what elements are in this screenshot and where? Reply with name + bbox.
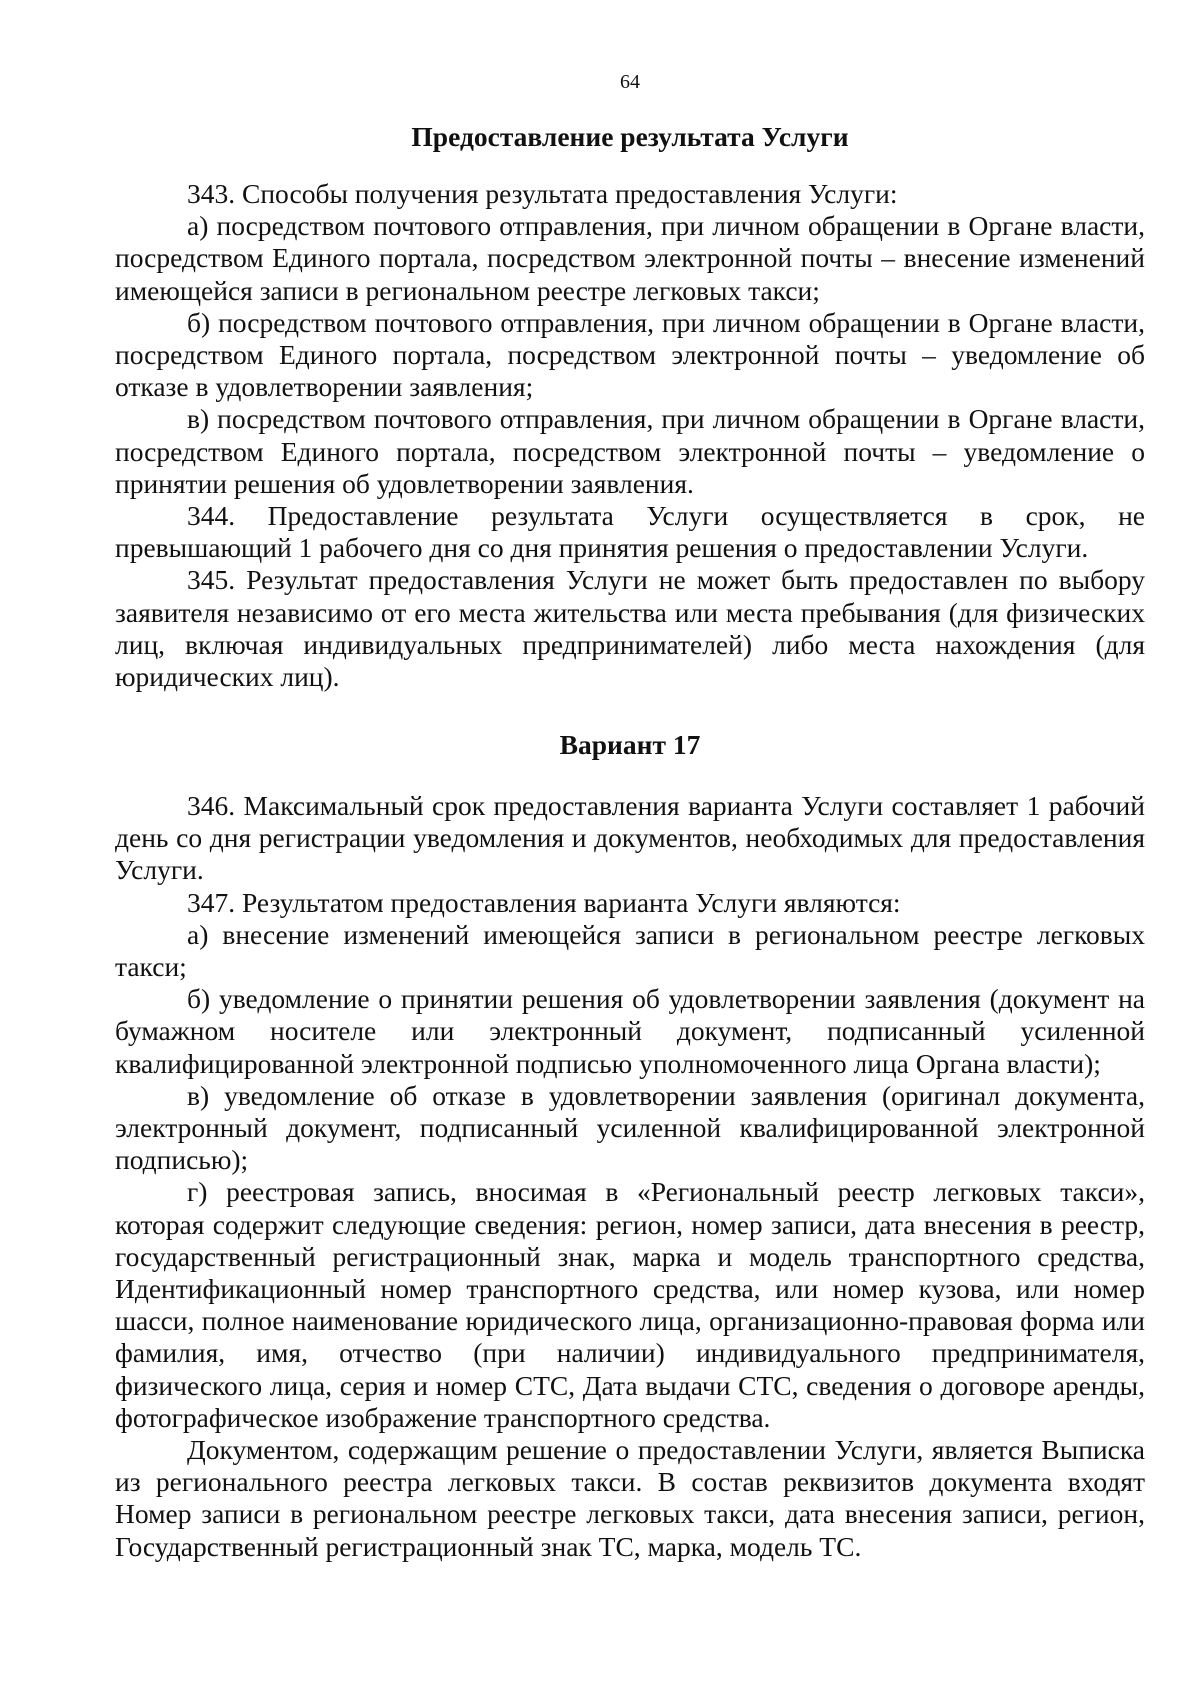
paragraph-343: 343. Способы получения результата предоставления Услуги:: [187, 178, 898, 209]
paragraph-347: 347. Результатом предоставления варианта Услуги являются:: [187, 886, 901, 918]
section-variant-body: [115, 790, 1145, 1563]
paragraph-344: 344. Предоставление результата Услуги осуществляется в срок, не превышающий 1 рабочего дня со дня принятия решения о предоставлении Услуги.: [115, 500, 1145, 564]
section-heading-result: Предоставление результата Услуги: [411, 121, 849, 152]
paragraph-document-decision: Документом, содержащим решение о предоставлении Услуги, является Выписка из регионального реестра легковых такси. В состав реквизитов документа входят Номер записи в региональном реестре легковых такси, дата внесения записи, регион, Государственный регистрационный знак ТС, марка, модель ТС.: [115, 1434, 1145, 1562]
paragraph-343-b: б) посредством почтового отправления, при личном обращении в Органе власти, посредством Единого портала, посредством электронной почты – уведомление об отказе в удовлетворении заявления;: [115, 306, 1145, 403]
paragraph-347-v: в) уведомление об отказе в удовлетворении заявления (оригинал документа, электронный документ, подписанный усиленной квалифицированной электронной подписью);: [115, 1079, 1145, 1176]
section-result-body: [115, 178, 1145, 693]
paragraph-345: 345. Результат предоставления Услуги не может быть предоставлен по выбору заявителя независимо от его места жительства или места пребывания (для физических лиц, включая индивидуальных предпринимателей) либо места нахождения (для юридических лиц).: [115, 564, 1145, 693]
paragraph-343-a: а) посредством почтового отправления, при личном обращении в Органе власти, посредством Единого портала, посредством электронной почты – внесение изменений имеющейся записи в региональном реестре легковых такси;: [115, 210, 1145, 306]
section-heading-variant: Вариант 17: [559, 729, 701, 760]
paragraph-347-a: а) внесение изменений имеющейся записи в региональном реестре легковых такси;: [115, 918, 1145, 983]
paragraph-343-v: в) посредством почтового отправления, при личном обращении в Органе власти, посредством Единого портала, посредством электронной почты – уведомление о принятии решения об удовлетворении заявления.: [115, 403, 1145, 499]
paragraph-347-b: б) уведомление о принятии решения об удовлетворении заявления (документ на бумажном носителе или электронный документ, подписанный усиленной квалифицированной электронной подписью уполномоченного лица Органа власти);: [115, 983, 1145, 1079]
paragraph-346: 346. Максимальный срок предоставления варианта Услуги составляет 1 рабочий день со дня регистрации уведомления и документов, необходимых для предоставления Услуги.: [115, 790, 1145, 886]
paragraph-347-g: г) реестровая запись, вносимая в «Региональный реестр легковых такси», которая содержит следующие сведения: регион, номер записи, дата внесения в реестр, государственный регистрационный знак, марка и модель транспортного средства, Идентификационный номер транспортного средства, или номер кузова, или номер шасси, полное наименование юридического лица, организационно-правовая форма или фамилия, имя, отчество (при наличии) индивидуального предпринимателя, физического лица, серия и номер СТС, Дата выдачи СТС, сведения о договоре аренды, фотографическое изображение транспортного средства.: [115, 1176, 1145, 1433]
page-number: 64: [620, 71, 640, 93]
